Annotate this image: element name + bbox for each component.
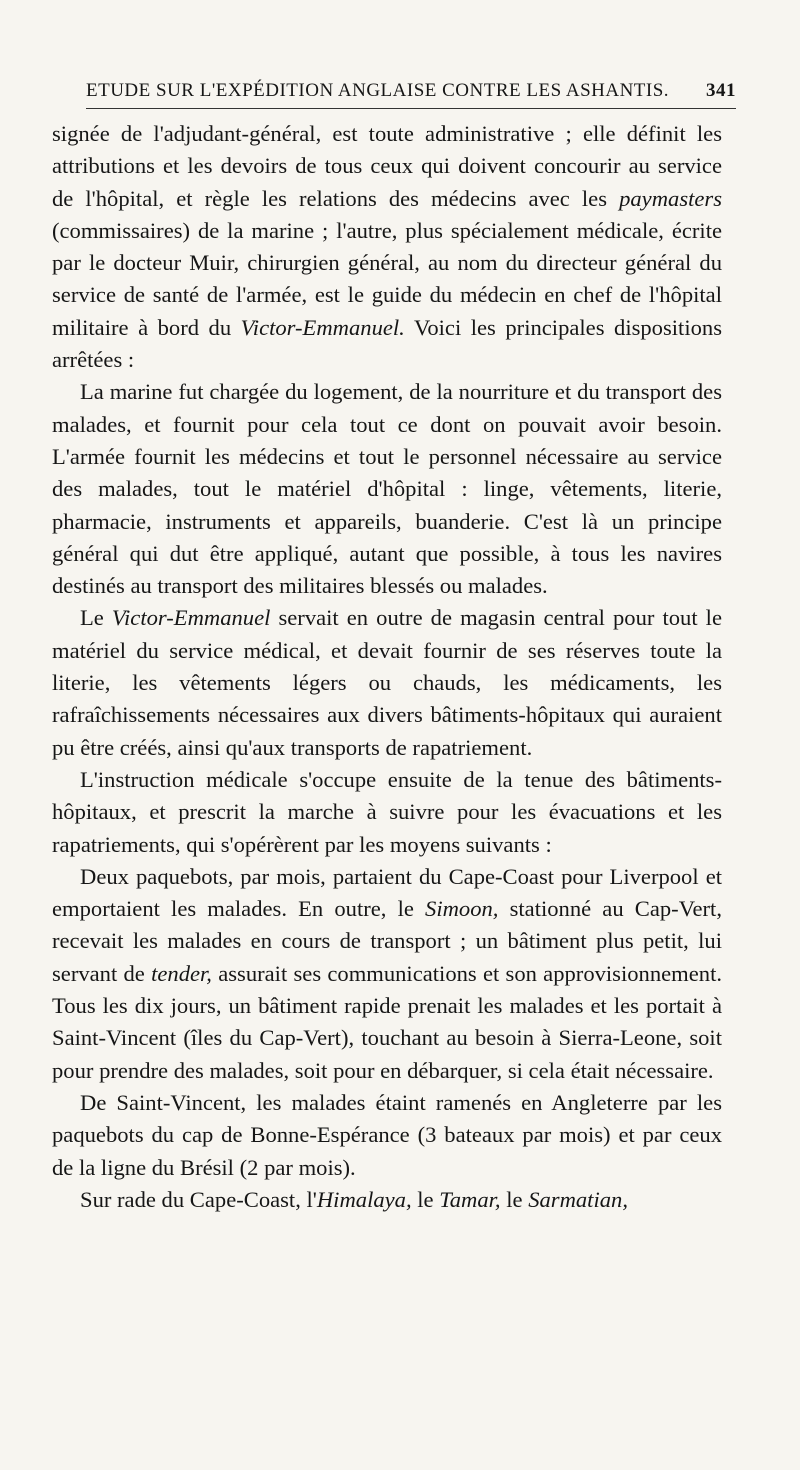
text-run: L'instruction médicale s'occupe ensuite de la tenue des bâtiments-hôpitaux, et prescrit la marche à suivre pour les évacuations et les rapatriements, qui s'opérèrent par les moyens suivants : [52, 766, 722, 857]
text-run: assurait ses communications et son approvisionnement. Tous les dix jours, un bâtiment rapide prenait les malades et les portait à Saint-Vincent (îles du Cap-Vert), touchant au besoin à Sierra-Leone, soit pour prendre des malades, soit pour en débarquer, si cela était nécessaire. [52, 960, 722, 1083]
page-number: 341 [706, 80, 736, 101]
running-title: ETUDE SUR L'EXPÉDITION ANGLAISE CONTRE LES ASHANTIS. [86, 80, 670, 101]
italic-text: Simoon, [425, 896, 499, 922]
paragraph [52, 602, 722, 763]
text-run: servait en outre de magasin central pour tout le matériel du service médical, et devait fournir de ses réserves toute la literie, les vêtements légers ou chauds, les médicaments, les rafraîchissements nécessaires aux divers bâtiments-hôpitaux qui auraient pu être créés, ainsi qu'aux transports de rapatriement. [52, 605, 722, 760]
text-run: le [500, 1186, 529, 1212]
italic-text: Victor-Emmanuel [111, 605, 271, 631]
italic-text: Sarmatian, [528, 1186, 628, 1212]
text-run: (commissaires) de la marine ; l'autre, plus spécialement médicale, écrite par le docteur Muir, chirurgien général, au nom du directeur général du service de santé de l'armée, est le guide du médecin en chef de l'hôpital militaire à bord du [52, 217, 722, 340]
paragraph [52, 118, 722, 376]
text-run: Le [80, 605, 112, 631]
italic-text: Victor-Emmanuel. [240, 314, 405, 340]
paragraph [52, 1087, 722, 1184]
paragraph [52, 764, 722, 861]
text-run: le [411, 1186, 440, 1212]
italic-text: Tamar, [439, 1186, 501, 1212]
text-run: stationné au Cap-Vert, recevait les malades en cours de transport ; un bâtiment plus petit, lui servant de [52, 896, 722, 986]
running-header [86, 78, 736, 109]
paragraph [52, 861, 722, 1087]
text-run: Voici les principales dispositions arrêtées : [52, 314, 722, 373]
italic-text: Himalaya, [316, 1186, 412, 1212]
text-run: De Saint-Vincent, les malades étaint ramenés en Angleterre par les paquebots du cap de Bonne-Espérance (3 bateaux par mois) et par ceux de la ligne du Brésil (2 par mois). [52, 1089, 722, 1180]
text-run: Deux paquebots, par mois, partaient du Cape-Coast pour Liverpool et emportaient les malades. En outre, le [52, 863, 722, 922]
paragraph [52, 1184, 722, 1216]
body-text [52, 118, 722, 1216]
text-run: signée de l'adjudant-général, est toute administrative ; elle définit les attributions et les devoirs de tous ceux qui doivent concourir au service de l'hôpital, et règle les relations des médecins avec les [52, 121, 722, 211]
text-run: La marine fut chargée du logement, de la nourriture et du transport des malades, et fournit pour cela tout ce dont on pouvait avoir besoin. L'armée fournit les médecins et tout le personnel nécessaire au service des malades, tout le matériel d'hôpital : linge, vêtements, literie, pharmacie, instruments et appareils, buanderie. C'est là un principe général qui dut être appliqué, autant que possible, à tous les navires destinés au transport des militaires blessés ou malades. [52, 379, 722, 599]
paragraph [52, 376, 722, 602]
italic-text: tender, [151, 960, 212, 986]
italic-text: paymasters [619, 185, 722, 211]
text-run: Sur rade du Cape-Coast, l' [80, 1186, 317, 1212]
